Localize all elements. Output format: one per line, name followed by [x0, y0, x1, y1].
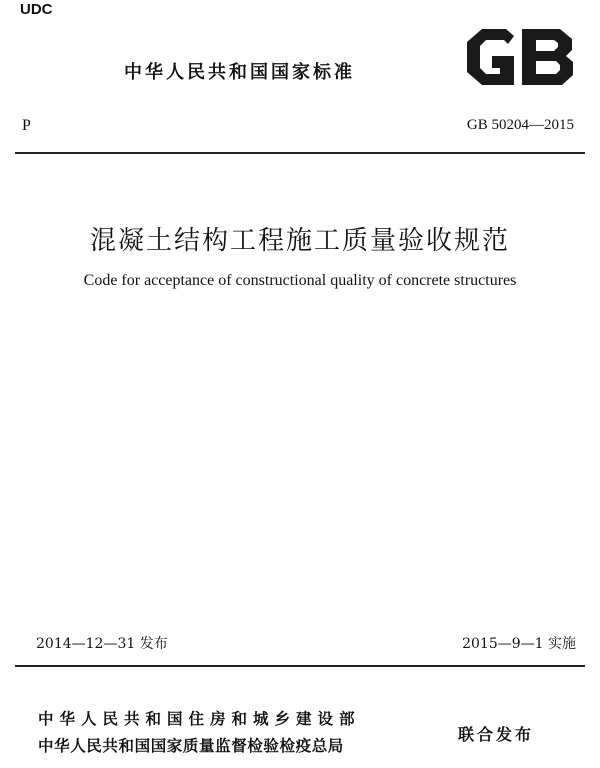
footer-divider [15, 665, 585, 667]
national-standard-heading: 中华人民共和国国家标准 [124, 62, 355, 83]
issuer-ministry: 中华人民共和国住房和城乡建设部 [38, 710, 361, 728]
title-chinese: 混凝土结构工程施工质量验收规范 [89, 226, 510, 256]
gb-logo [462, 26, 578, 88]
issuer-administration: 中华人民共和国国家质量监督检验检疫总局 [38, 737, 344, 755]
header-divider [15, 152, 585, 154]
title-english: Code for acceptance of constructional quality of concrete structures [83, 272, 517, 289]
standard-number: GB 50204—2015 [466, 117, 574, 133]
implementation-date: 2015—9—1 实施 [462, 636, 576, 652]
category-code: P [22, 117, 31, 134]
udc-label: UDC [20, 1, 53, 18]
issue-date: 2014—12—31 发布 [36, 636, 168, 652]
joint-release-label: 联合发布 [458, 725, 535, 744]
